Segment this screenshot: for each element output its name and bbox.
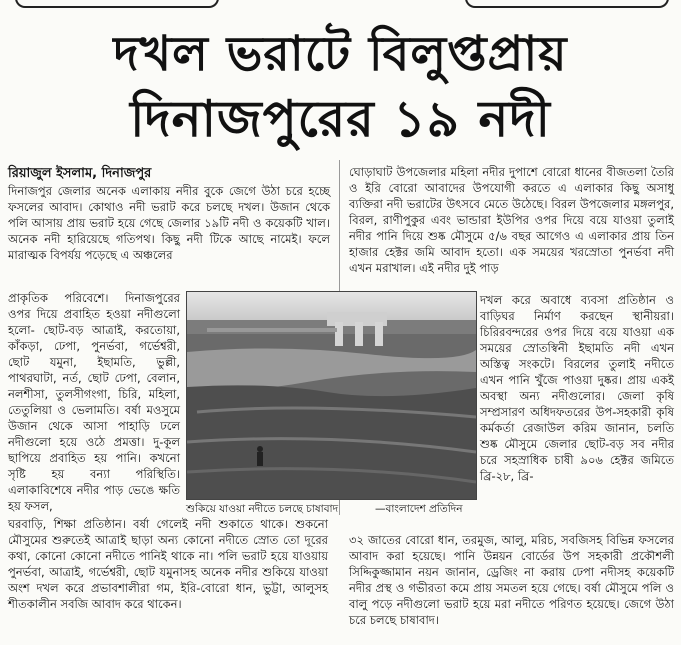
photo-caption: শুকিয়ে যাওয়া নদীতে চলছে চাষাবাদ [186, 503, 339, 515]
article-wrap-right: দখল করে অবাধে ব্যবসা প্রতিষ্ঠান ও বাড়িঘর নির্মাণ করছেন স্থানীয়রা। চিরিরবন্দরের ওপর দিয়ে বয়ে যাওয়া এক সময়ের স্রোতস্বিনী ইছামতি নদী এখন অস্তিত্ব সংকটে। বিরলের তুলাই নদীতে এখন পানি খুঁজে পাওয়া দুষ্কর। প্রায় একই অবস্থা অন্য নদীগুলোর। জেলা কৃষি সম্প্রসারণ অধিদফতরের উপ-সহকারী কৃষি কর্মকর্তা রেজাউল করিম জানান, চলতি শুষ্ক মৌসুমে জেলার ছোট-বড় সব নদীর চরে সহস্রাধিক চাষী ৯০৬ হেক্টর জমিতে ব্রি-২৮, ব্রি- [480, 293, 674, 483]
intro-paragraph: দিনাজপুর জেলার অনেক এলাকায় নদীর বুকে জেগে উঠা চরে হচ্ছে ফসলের আবাদ। কোথাও নদী ভরাট করে চলছে দখল। উজান থেকে পলি আসায় প্রায় ভরাট হয়ে গেছে জেলার ১৯টি নদী ও কয়েকটি খাল। অনেক নদী হারিয়েছে গতিপথ। কিছু নদী টিকে আছে নামেই। ফলে মারাত্মক বিপর্যয় পড়েছে এ অঞ্চলের [8, 184, 330, 262]
article-wrap-left: প্রাকৃতিক পরিবেশে। দিনাজপুরের ওপর দিয়ে প্রবাহিত হওয়া নদীগুলো হলো- ছোট-বড় আত্রাই, করতোয়া, কাঁকড়া, ঢেপা, পুনর্ভবা, গর্ভেশ্বরী, ছোট যমুনা, ইছামতি, ভুল্লী, পাথরঘাটা, নর্ত, ছোট ঢেপা, বেলান, নলশীসা, তুলসীগংগা, চিরি, মহিলা, তেতুলিয়া ও ভেলামতি। বর্ষা মওসুমে উজান থেকে আসা পাহাড়ি ঢলে নদীগুলো হয়ে ওঠে প্রমত্তা। দু-কূল ছাপিয়ে প্রবাহিত হয় পানি। কখনো সৃষ্টি হয় বন্যা পরিস্থিতি। এলাকাবিশেষে নদীর পাড় ভেঙে ক্ষতি হয় ফসল, [8, 291, 180, 513]
photo-credit: —বাংলাদেশ প্রতিদিন [375, 503, 463, 515]
article-left-bottom: ঘরবাড়ি, শিক্ষা প্রতিষ্ঠান। বর্ষা গেলেই নদী শুকাতে থাকে। শুকনো মৌসুমের শুরুতেই আত্রাই ছাড়া অন্য কোনো নদীতে স্রোত তো দূরের কথা, কোনো কোনো নদীতে পানিই থাকে না। পলি ভরাট হয়ে যাওয়ায় পুনর্ভবা, আত্রাই, গর্ভেশ্বরী, ছোট যমুনাসহ অনেক নদীর শুকিয়ে যাওয়া অংশ দখল করে প্রভাবশালীরা গম, ইরি-বোরো ধান, ভুট্টা, আলুসহ শীতকালীন সবজি আবাদ করে থাকেন। [8, 517, 328, 611]
article-column-1-intro [8, 183, 330, 263]
byline: রিয়াজুল ইসলাম, দিনাজপুর [8, 166, 152, 181]
headline-line-2: দিনাজপুরের ১৯ নদী [130, 90, 551, 148]
top-decoration-left [15, 0, 219, 8]
article-column-2-top: ঘোড়াঘাট উপজেলার মহিলা নদীর দুপাশে বোরো ধানের বীজতলা তৈরি ও ইরি বোরো আবাদের উপযোগী করতে এ এলাকার কিছু অসাধু ব্যক্তিরা নদী ভরাটের উৎসবে মেতে উঠেছে। বিরল উপজেলার মঙ্গলপুর, বিরল, রাণীপুকুর এবং ভান্ডারা ইউপির ওপর দিয়ে বয়ে যাওয়া তুলাই নদীর পানি দিয়ে শুষ্ক মৌসুমে ৫/৬ বছর আগেও এ এলাকার প্রায় তিন হাজার হেক্টর জমি আবাদ হতো। এক সময়ের খরস্রোতা পুনর্ভবা নদী এখন মরাখাল। এই নদীর দুই পাড় [349, 165, 674, 275]
top-decoration-right [465, 0, 669, 8]
article-right-bottom: ৩২ জাতের বোরো ধান, তরমুজ, আলু, মরিচ, সবজিসহ বিভিন্ন ফসলের আবাদ করা হয়েছে। পানি উন্নয়ন বোর্ডের উপ সহকারী প্রকৌশলী সিদ্দিকুজ্জামান নয়ন জানান, ড্রেজিং না করায় ঢেপা নদীসহ কয়েকটি নদীর প্রস্থ ও গভীরতা কমে প্রায় সমতল হয়ে গেছে। বর্ষা মৌসুমে পলি ও বালু পড়ে নদীগুলো ভরাট হয়ে মরা নদীতে পরিণত হয়েছে। জেগে উঠা চরে চলছে চাষাবাদ। [349, 533, 674, 627]
headline-line-1: দখল ভরাটে বিলুপ্তপ্রায় [113, 26, 568, 82]
river-field-photo [187, 292, 476, 499]
article-photo [186, 291, 477, 500]
